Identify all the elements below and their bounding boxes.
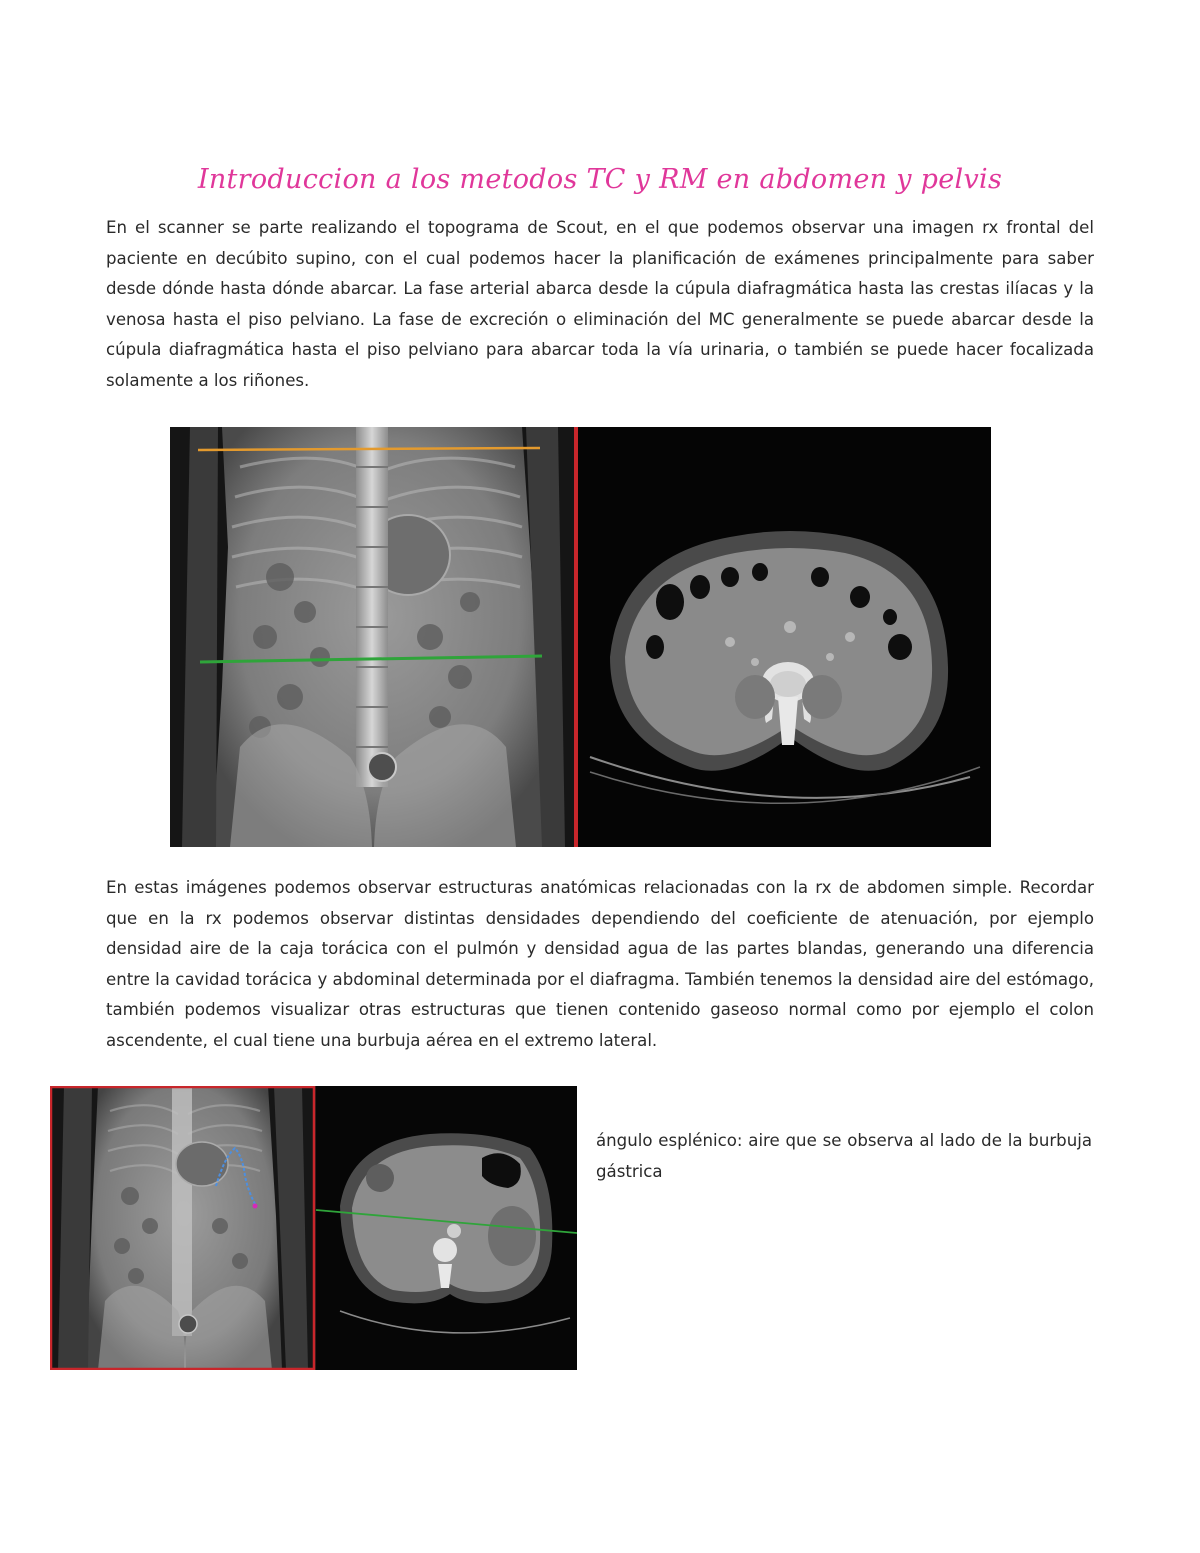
figure-splenic-angle (50, 1086, 577, 1370)
axial-ct-slice (578, 427, 991, 847)
splenic-angle-marker (253, 1204, 258, 1209)
caption-splenic-angle: ángulo esplénico: aire que se observa al lado de la burbuja gástrica (596, 1131, 1092, 1181)
annotated-scout (50, 1086, 316, 1370)
figure-scout-and-axial-ct (170, 427, 991, 847)
scout-topogram (170, 427, 578, 847)
figure-2-graphic (50, 1086, 577, 1370)
axial-ct-upper-abdomen (316, 1086, 577, 1370)
figure-1-graphic (170, 427, 991, 847)
panel-divider (574, 427, 578, 847)
page-title: Introduccion a los metodos TC y RM en abdomen y pelvis (197, 164, 1003, 195)
paragraph-intro: En el scanner se parte realizando el topograma de Scout, en el que podemos observar una imagen rx frontal del paciente en decúbito supino, con el cual podemos hacer la planificación de exámenes principalmente para saber desde dónde hasta dónde abarcar. La fase arterial abarca desde la cúpula diafragmática hasta las crestas ilíacas y la venosa hasta el piso pelviano. La fase de excreción o eliminación del MC generalmente se puede abarcar desde la cúpula diafragmática hasta el piso pelviano para abarcar toda la vía urinaria, o también se puede hacer focalizada solamente a los riñones. (106, 218, 1094, 390)
paragraph-structures: En estas imágenes podemos observar estructuras anatómicas relacionadas con la rx de abdomen simple. Recordar que en la rx podemos observar distintas densidades dependiendo del coeficiente de atenuación, por ejemplo densidad aire de la caja torácica con el pulmón y densidad agua de las partes blandas, generando una diferencia entre la cavidad torácica y abdominal determinada por el diafragma. También tenemos la densidad aire del estómago, también podemos visualizar otras estructuras que tienen contenido gaseoso normal como por ejemplo el colon ascendente, el cual tiene una burbuja aérea en el extremo lateral. (106, 878, 1094, 1050)
